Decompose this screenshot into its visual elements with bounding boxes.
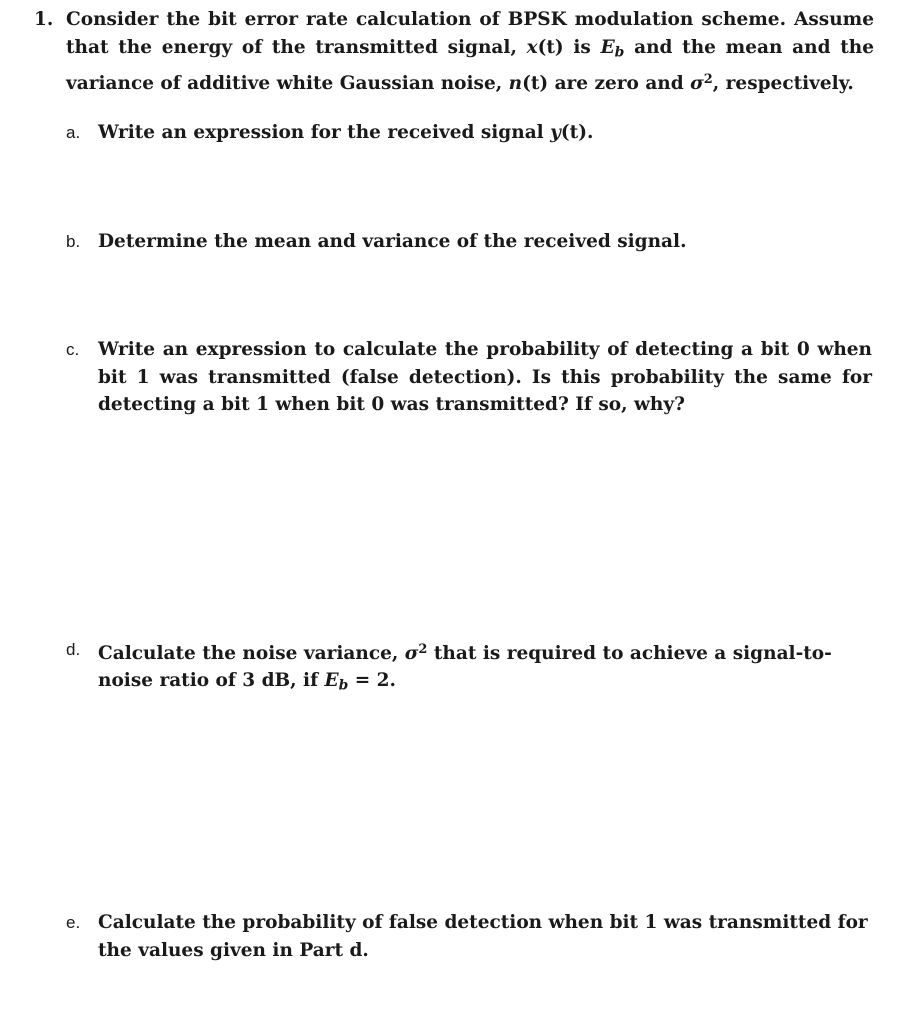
part-d-label: d. — [66, 640, 81, 659]
math-E-2: E — [324, 670, 339, 692]
part-a-text-end: . — [586, 122, 594, 143]
question-text-part-3: and the mean and the variance of additive white Gaussian noise, — [66, 36, 874, 95]
part-a-text — [98, 119, 872, 147]
part-c-label: c. — [66, 340, 80, 359]
part-e — [66, 909, 872, 964]
question-text-part-5: , respectively. — [712, 73, 854, 95]
question-text-part-1: Consider the bit error rate calculation of BPSK modulation scheme. Assume that the energy of the transmitted signal, — [66, 9, 874, 58]
math-sigma-2: σ — [404, 642, 419, 664]
part-a — [66, 119, 872, 147]
math-b-2: b — [338, 677, 349, 694]
question-number: 1. — [34, 9, 54, 30]
question-text-part-4: are zero and — [548, 73, 691, 95]
part-c — [66, 336, 872, 419]
part-d-text — [98, 636, 872, 700]
math-x: x — [526, 36, 538, 58]
part-b-text: Determine the mean and variance of the received signal. — [98, 231, 687, 252]
part-d-text-1: Calculate the noise variance, — [98, 642, 405, 664]
question-text — [66, 6, 874, 98]
math-b-1: b — [614, 43, 625, 60]
part-d-text-2: that is required to achieve a signal-to-noise ratio of 3 dB, if — [98, 642, 832, 692]
part-a-label: a. — [66, 123, 81, 142]
part-d — [66, 636, 872, 700]
math-t-1: (t) — [537, 36, 564, 58]
math-squared-1: 2 — [703, 72, 713, 88]
part-c-text: Write an expression to calculate the probability of detecting a bit 0 when bit 1 was transmitted (false detection). Is this probability the same for detecting a bit 1 when bit 0 was transmitted? If so, why? — [98, 339, 872, 415]
part-e-label: e. — [66, 913, 81, 932]
math-E-1: E — [600, 36, 615, 58]
math-t-3: (t) — [560, 122, 587, 143]
math-t-2: (t) — [522, 73, 549, 95]
math-squared-2: 2 — [418, 642, 428, 657]
math-n: n — [508, 73, 523, 95]
part-d-text-3: = 2. — [348, 670, 396, 692]
part-a-text-main: Write an expression for the received signal — [98, 122, 551, 143]
math-sigma-1: σ — [690, 73, 704, 95]
question-text-part-2: is — [563, 36, 601, 58]
math-y: y — [550, 122, 561, 143]
part-b-label: b. — [66, 232, 81, 251]
question-1 — [34, 6, 874, 98]
part-b — [66, 228, 872, 256]
part-e-text: Calculate the probability of false detection when bit 1 was transmitted for the values given in Part d. — [98, 912, 868, 961]
